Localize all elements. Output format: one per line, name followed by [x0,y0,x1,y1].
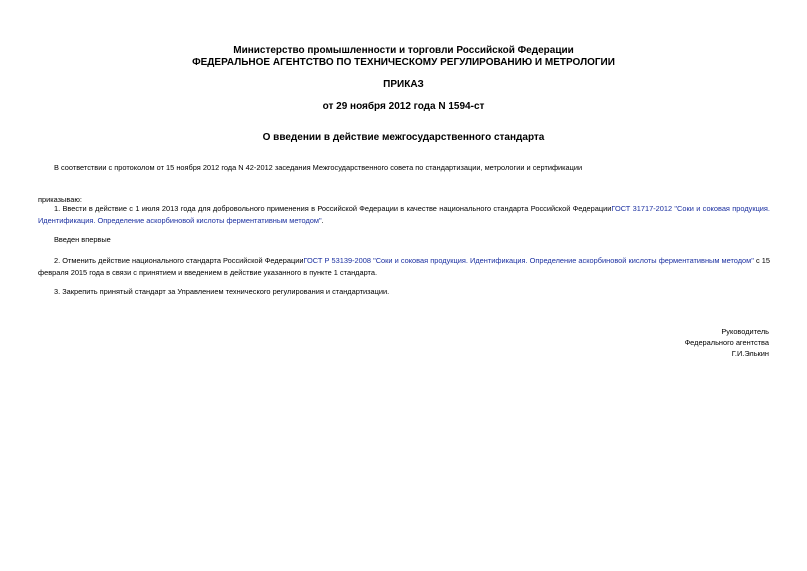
order-word: приказываю: [38,195,82,204]
item-2-text: 2. Отменить действие национального стандарта Российской Федерации [54,256,304,265]
signature-organization: Федерального агентства [684,338,769,347]
agency-title: ФЕДЕРАЛЬНОЕ АГЕНТСТВО ПО ТЕХНИЧЕСКОМУ РЕГУЛИРОВАНИЮ И МЕТРОЛОГИИ [192,57,615,68]
signature-name: Г.И.Элькин [731,349,769,358]
item-1-text: 1. Ввести в действие с 1 июля 2013 года для добровольного применения в Российской Федерации в качестве национального стандарта Российской Федерации [54,204,612,213]
item-2 [38,255,770,279]
doc-date-number: от 29 ноября 2012 года N 1594-ст [322,101,485,112]
item-1-tail: . [321,216,324,225]
doc-type: ПРИКАЗ [383,79,424,90]
gost-r-53139-link[interactable]: ГОСТ Р 53139-2008 "Соки и соковая продукция. Идентификация. Определение аскорбиновой кислоты ферментативным методом" [303,256,754,265]
ministry-title: Министерство промышленности и торговли Российской Федерации [233,45,574,56]
item-1 [38,203,770,227]
gost-31717-link[interactable]: ГОСТ 31717-2012 "Соки и соковая продукция. Идентификация. Определение аскорбиновой кислоты ферментативным методом" [38,204,770,225]
item-3: 3. Закрепить принятый стандарт за Управлением технического регулирования и стандартизации. [54,287,390,296]
introduced-first: Введен впервые [54,235,111,244]
item-2-tail: с 15 февраля 2015 года в связи с принятием и введением в действие указанного в пункте 1 стандарта. [38,256,770,277]
doc-subject: О введении в действие межгосударственного стандарта [262,132,545,143]
signature-position: Руководитель [721,327,769,336]
preamble: В соответствии с протоколом от 15 ноября 2012 года N 42-2012 заседания Межгосударственного совета по стандартизации, метрологии и сертификации [54,163,583,172]
